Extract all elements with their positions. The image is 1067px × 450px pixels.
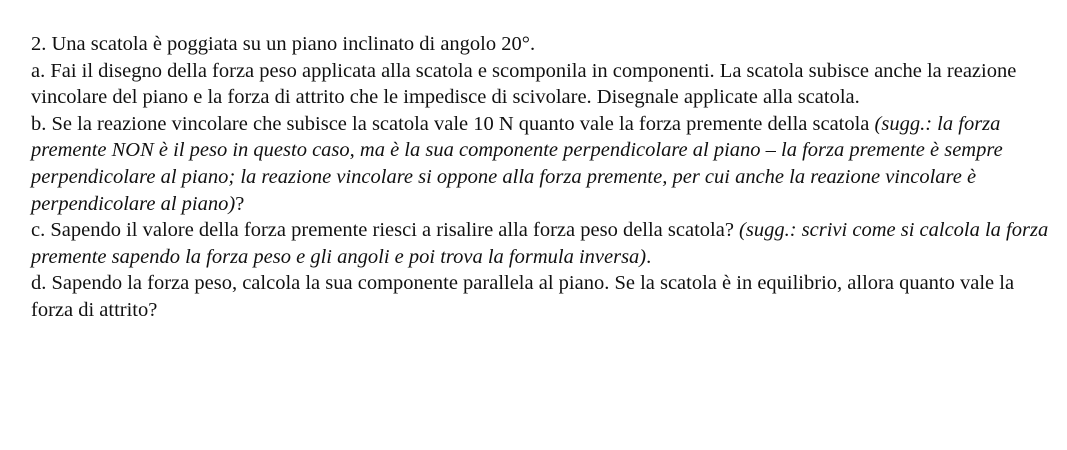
- part-b-hint: (sugg.: la forza premente NON è il peso in questo caso, ma è la sua componente perpendicolare al piano – la forza premente è sempre perpendicolare al piano; la reazione vincolare si oppone alla forza premente, per cui anche la reazione vincolare è perpendicolare al piano): [31, 112, 1003, 215]
- part-c-text: c. Sapendo il valore della forza premente riesci a risalire alla forza peso della scatola?: [31, 219, 740, 242]
- part-b-end: ?: [235, 192, 245, 215]
- part-b-text: b. Se la reazione vincolare che subisce la scatola vale 10 N quanto vale la forza premente della scatola: [31, 112, 875, 135]
- exercise-heading: 2. Una scatola è poggiata su un piano inclinato di angolo 20°.: [31, 33, 536, 55]
- part-c-end: .: [646, 245, 652, 268]
- exercise-document: [31, 31, 1051, 324]
- exercise-part-d: d. Sapendo la forza peso, calcola la sua componente parallela al piano. Se la scatola è in equilibrio, allora quanto vale la forza di attrito?: [31, 272, 1015, 321]
- part-c-hint: (sugg.: scrivi come si calcola la forza premente sapendo la forza peso e gli angoli e poi trova la formula inversa): [31, 219, 1049, 268]
- exercise-part-a: a. Fai il disegno della forza peso applicata alla scatola e scomponila in componenti. La scatola subisce anche la reazione vincolare del piano e la forza di attrito che le impedisce di scivolare. Disegnale applicate alla scatola.: [31, 59, 1017, 109]
- exercise-part-c: [31, 217, 1051, 270]
- exercise-part-b: [31, 111, 1051, 217]
